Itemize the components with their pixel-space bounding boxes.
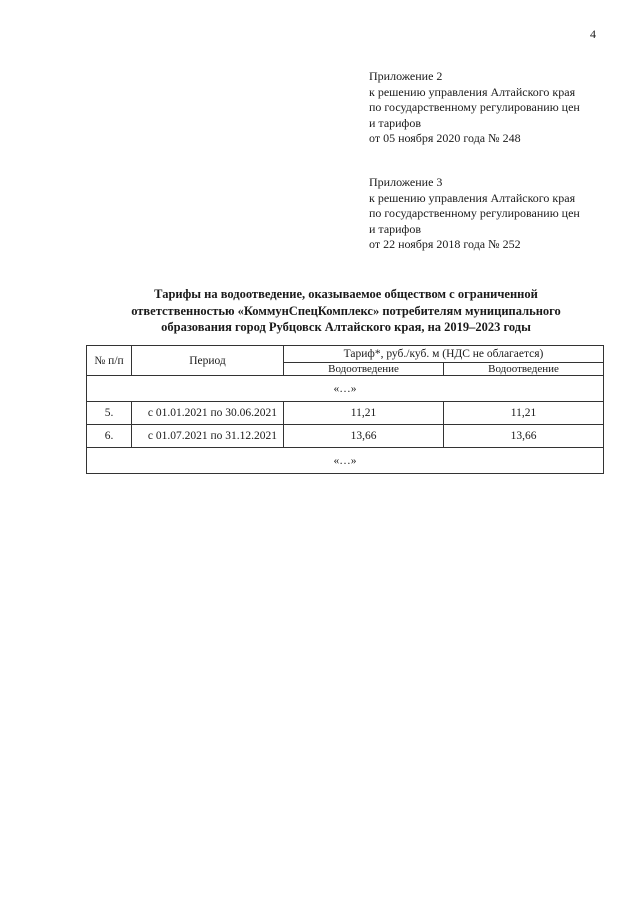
appendix-2-header xyxy=(369,69,580,147)
appendix-line: по государственному регулированию цен xyxy=(369,206,580,220)
title-line: Тарифы на водоотведение, оказываемое обществом с ограниченной xyxy=(154,287,538,301)
appendix-line: и тарифов xyxy=(369,115,422,130)
col-header-tariff: Тариф*, руб./куб. м (НДС не облагается) xyxy=(284,346,604,363)
table-header-row xyxy=(87,346,604,363)
appendix-line: Приложение 3 xyxy=(369,175,443,189)
row-value-1: 11,21 xyxy=(284,402,444,425)
title-line: ответственностью «КоммунСпецКомплекс» потребителям муниципального xyxy=(131,303,561,318)
row-value-1: 13,66 xyxy=(284,425,444,448)
table-row xyxy=(87,402,604,425)
row-period: с 01.01.2021 по 30.06.2021 xyxy=(132,402,284,425)
row-period: с 01.07.2021 по 31.12.2021 xyxy=(132,425,284,448)
appendix-line: от 05 ноября 2020 года № 248 xyxy=(369,131,521,145)
title-line: образования город Рубцовск Алтайского края, на 2019–2023 годы xyxy=(161,320,531,334)
appendix-line: к решению управления Алтайского края xyxy=(369,84,576,99)
row-value-2: 11,21 xyxy=(444,402,604,425)
tariffs-table xyxy=(86,345,604,474)
document-title xyxy=(90,286,602,336)
row-value-2: 13,66 xyxy=(444,425,604,448)
appendix-3-header xyxy=(369,175,580,253)
table-row xyxy=(87,425,604,448)
table-ellipsis-row xyxy=(87,376,604,402)
appendix-line: от 22 ноября 2018 года № 252 xyxy=(369,237,521,251)
row-num: 6. xyxy=(87,425,132,448)
col-header-wastewater-1: Водоотведение xyxy=(284,363,444,376)
appendix-line: к решению управления Алтайского края xyxy=(369,190,576,205)
col-header-period: Период xyxy=(132,346,284,376)
page-number: 4 xyxy=(590,27,596,41)
table-ellipsis-row xyxy=(87,448,604,474)
appendix-line: по государственному регулированию цен xyxy=(369,100,580,114)
col-header-num: № п/п xyxy=(87,346,132,376)
appendix-line: Приложение 2 xyxy=(369,69,443,83)
ellipsis-bottom: «…» xyxy=(87,448,604,474)
ellipsis-top: «…» xyxy=(87,376,604,402)
row-num: 5. xyxy=(87,402,132,425)
appendix-line: и тарифов xyxy=(369,221,422,236)
col-header-wastewater-2: Водоотведение xyxy=(444,363,604,376)
